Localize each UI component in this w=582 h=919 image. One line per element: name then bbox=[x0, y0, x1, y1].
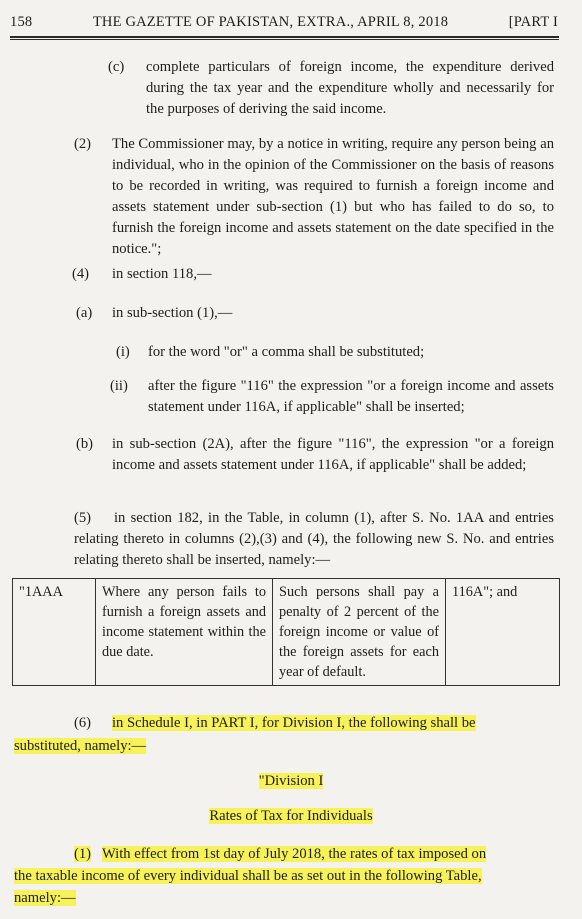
item-b-text: in sub-section (2A), after the figure "116", the expression "or a foreign income and assets statement under 116A, if applicable" shall be added; bbox=[112, 436, 554, 473]
clause-c-text: complete particulars of foreign income, the expenditure derived during the tax year and the expenditure wholly and necessarily for the purposes of deriving the said income. bbox=[146, 59, 554, 117]
item-5-label: (5) bbox=[74, 510, 92, 526]
item-6-line2 bbox=[14, 736, 146, 757]
penalty-table bbox=[12, 578, 560, 686]
item-4-label: (4) bbox=[72, 266, 90, 282]
item-b-label: (b) bbox=[76, 436, 94, 452]
subsection-2-label: (2) bbox=[74, 136, 92, 152]
para-1-label: (1) bbox=[74, 846, 92, 862]
page-number: 158 bbox=[10, 14, 33, 30]
item-6-line1 bbox=[112, 713, 476, 734]
item-a-label: (a) bbox=[76, 305, 93, 321]
division-heading: "Division I bbox=[258, 773, 324, 789]
clause-c-label: (c) bbox=[108, 59, 125, 75]
para-1-line2: the taxable income of every individual shall be as set out in the following Table, bbox=[14, 868, 482, 884]
item-5-text: in section 182, in the Table, in column (1), after S. No. 1AA and entries relating thereto in columns (2),(3) and (4), the following new S. No. and entries relating thereto shall be inserted, namely:— bbox=[74, 510, 554, 568]
item-4-text: in section 118,— bbox=[112, 266, 212, 282]
table-cell-offence: Where any person fails to furnish a foreign assets and income statement within the due date. bbox=[96, 579, 273, 686]
para-1-line3: namely:— bbox=[14, 890, 76, 906]
subsection-2-text: The Commissioner may, by a notice in writing, require any person being an individual, who in the opinion of the Commissioner on the basis of reasons to be recorded in writing, was required to furnish a foreign income and assets statement under sub-section (1) but who has failed to do so, to furnish the foreign income and assets statement on the date specified in the notice."; bbox=[112, 136, 554, 257]
page-header bbox=[10, 14, 558, 31]
part-label: [PART I bbox=[508, 14, 558, 30]
rates-heading: Rates of Tax for Individuals bbox=[209, 808, 373, 824]
table-cell-penalty: Such persons shall pay a penalty of 2 percent of the foreign income or value of the foreign assets for each year of default. bbox=[273, 579, 446, 686]
table-cell-section: 116A"; and bbox=[446, 579, 560, 686]
item-i-text: for the word "or" a comma shall be substituted; bbox=[148, 344, 425, 360]
item-6-highlight-2: substituted, namely:— bbox=[14, 738, 147, 754]
table-row bbox=[13, 579, 560, 686]
item-ii-label: (ii) bbox=[110, 378, 128, 394]
item-ii-text: after the figure "116" the expression "or a foreign income and assets statement under 116A, if applicable" shall be inserted; bbox=[148, 378, 554, 415]
item-6-highlight-1: in Schedule I, in PART I, for Division I, the following shall be bbox=[112, 715, 476, 731]
header-rule bbox=[10, 36, 559, 38]
item-i-label: (i) bbox=[116, 344, 130, 360]
header-rule-thin bbox=[10, 39, 559, 40]
table-cell-sno: "1AAA bbox=[13, 579, 96, 686]
item-6-label: (6) bbox=[74, 715, 92, 731]
gazette-title: THE GAZETTE OF PAKISTAN, EXTRA., APRIL 8, 2018 bbox=[92, 14, 449, 30]
para-1-line1: (1) With effect from 1st day of July 2018, the rates of tax imposed on bbox=[74, 846, 487, 862]
item-a-text: in sub-section (1),— bbox=[112, 305, 233, 321]
